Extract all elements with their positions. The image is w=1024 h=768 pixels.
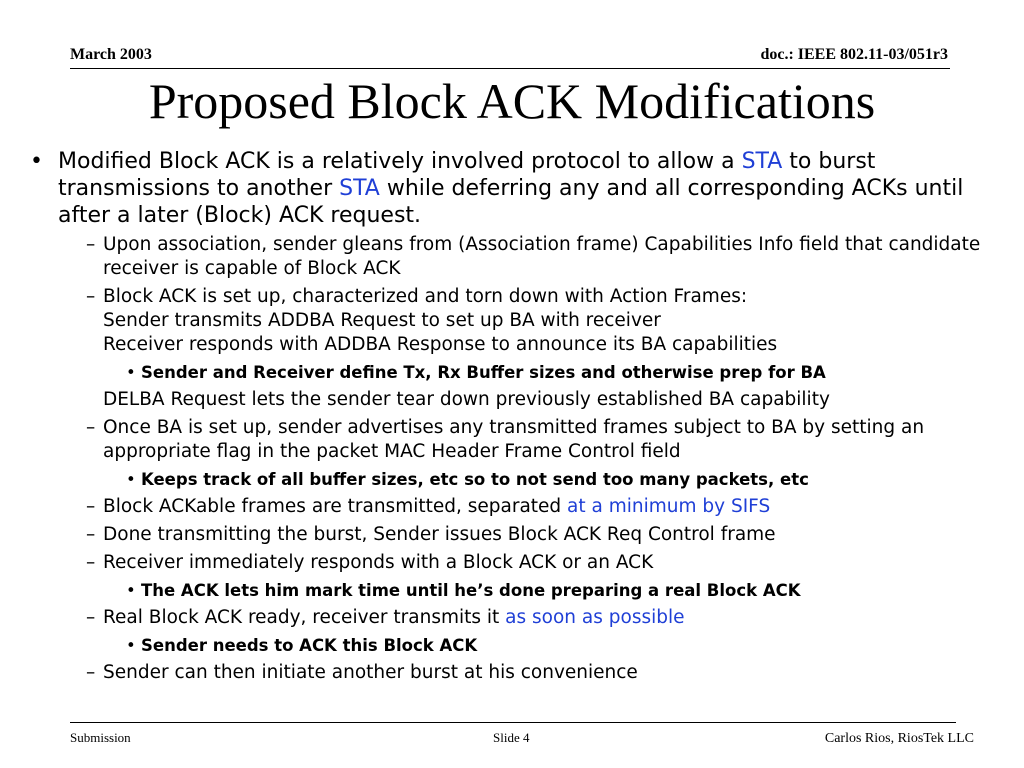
sub-bullet-line: Receiver responds with ADDBA Response to announce its BA capabilities	[103, 334, 778, 355]
footer-slide-number: Slide 4	[493, 730, 530, 745]
dash-marker: –	[86, 496, 96, 517]
bullet-main-text-3: while deferring any and all corresponding ACKs until after a later (Block) ACK request.	[58, 176, 964, 228]
sub-bullet-delba: DELBA Request lets the sender tear down previously established BA capability	[103, 389, 830, 410]
slide-title: Proposed Block ACK Modifications	[148, 73, 876, 129]
sifs-highlight: at a minimum by SIFS	[567, 496, 771, 517]
bullet-main-text-2: to burst transmissions to another	[58, 149, 876, 201]
sub-bullet-advertise	[30, 416, 1000, 464]
footer-submission: Submission	[70, 730, 131, 745]
point-buffer-sizes	[30, 362, 1000, 384]
dash-marker: –	[86, 662, 96, 683]
footer-divider	[70, 722, 956, 723]
sub-bullet-burst-done	[30, 523, 1000, 547]
sub-bullet-setup	[30, 285, 1000, 357]
bullet-marker: •	[126, 636, 136, 655]
sub-bullet-text: Receiver immediately responds with a Block ACK or an ACK	[103, 552, 654, 573]
sub-bullet-text: Real Block ACK ready, receiver transmits it	[103, 607, 506, 628]
bullet-marker: •	[30, 149, 43, 174]
point-track-buffers	[30, 469, 1000, 491]
sub-bullet-receiver-responds	[30, 551, 1000, 575]
point-text: Keeps track of all buffer sizes, etc so to not send too many packets, etc	[141, 470, 809, 489]
footer-author: Carlos Rios, RiosTek LLC	[824, 731, 974, 746]
bullet-main	[30, 148, 1000, 229]
point-text: Sender needs to ACK this Block ACK	[141, 636, 478, 655]
sub-bullet-text: Sender can then initiate another burst at his convenience	[103, 662, 638, 683]
bullet-marker: •	[126, 581, 136, 600]
dash-marker: –	[86, 552, 96, 573]
header-date: March 2003	[70, 46, 152, 63]
sub-bullet-real-block-ack	[30, 606, 1000, 630]
sub-bullet-line: Block ACK is set up, characterized and torn down with Action Frames:	[103, 286, 748, 307]
sub-bullet-line: Sender transmits ADDBA Request to set up BA with receiver	[103, 310, 661, 331]
bullet-marker: •	[126, 470, 136, 489]
sub-bullet-association	[30, 233, 1000, 281]
sub-bullet-transmit	[30, 495, 1000, 519]
slide-body	[30, 148, 1000, 685]
dash-marker: –	[86, 234, 96, 255]
point-sender-ack	[30, 635, 1000, 657]
asap-highlight: as soon as possible	[505, 607, 685, 628]
sta-term-1: STA	[741, 149, 783, 174]
dash-marker: –	[86, 524, 96, 545]
sub-bullet-text: Upon association, sender gleans from (Association frame) Capabilities Info field that candidate receiver is capable of Block ACK	[103, 234, 981, 279]
point-mark-time	[30, 580, 1000, 602]
bullet-main-text-1: Modified Block ACK is a relatively involved protocol to allow a	[58, 149, 742, 174]
bullet-marker: •	[126, 363, 136, 382]
sub-bullet-text: Done transmitting the burst, Sender issues Block ACK Req Control frame	[103, 524, 776, 545]
sub-bullet-text: Once BA is set up, sender advertises any transmitted frames subject to BA by setting an appropriate flag in the packet MAC Header Frame Control field	[103, 417, 925, 462]
point-text: Sender and Receiver define Tx, Rx Buffer sizes and otherwise prep for BA	[141, 363, 826, 382]
dash-marker: –	[86, 607, 96, 628]
header-divider	[70, 68, 950, 69]
sta-term-2: STA	[339, 176, 380, 201]
header-doc-id: doc.: IEEE 802.11-03/051r3	[760, 46, 948, 63]
sub-bullet-next-burst	[30, 661, 1000, 685]
point-text: The ACK lets him mark time until he’s done preparing a real Block ACK	[141, 581, 801, 600]
sub-bullet-text: Block ACKable frames are transmitted, separated	[103, 496, 568, 517]
dash-marker: –	[86, 417, 96, 438]
dash-marker: –	[86, 286, 96, 307]
